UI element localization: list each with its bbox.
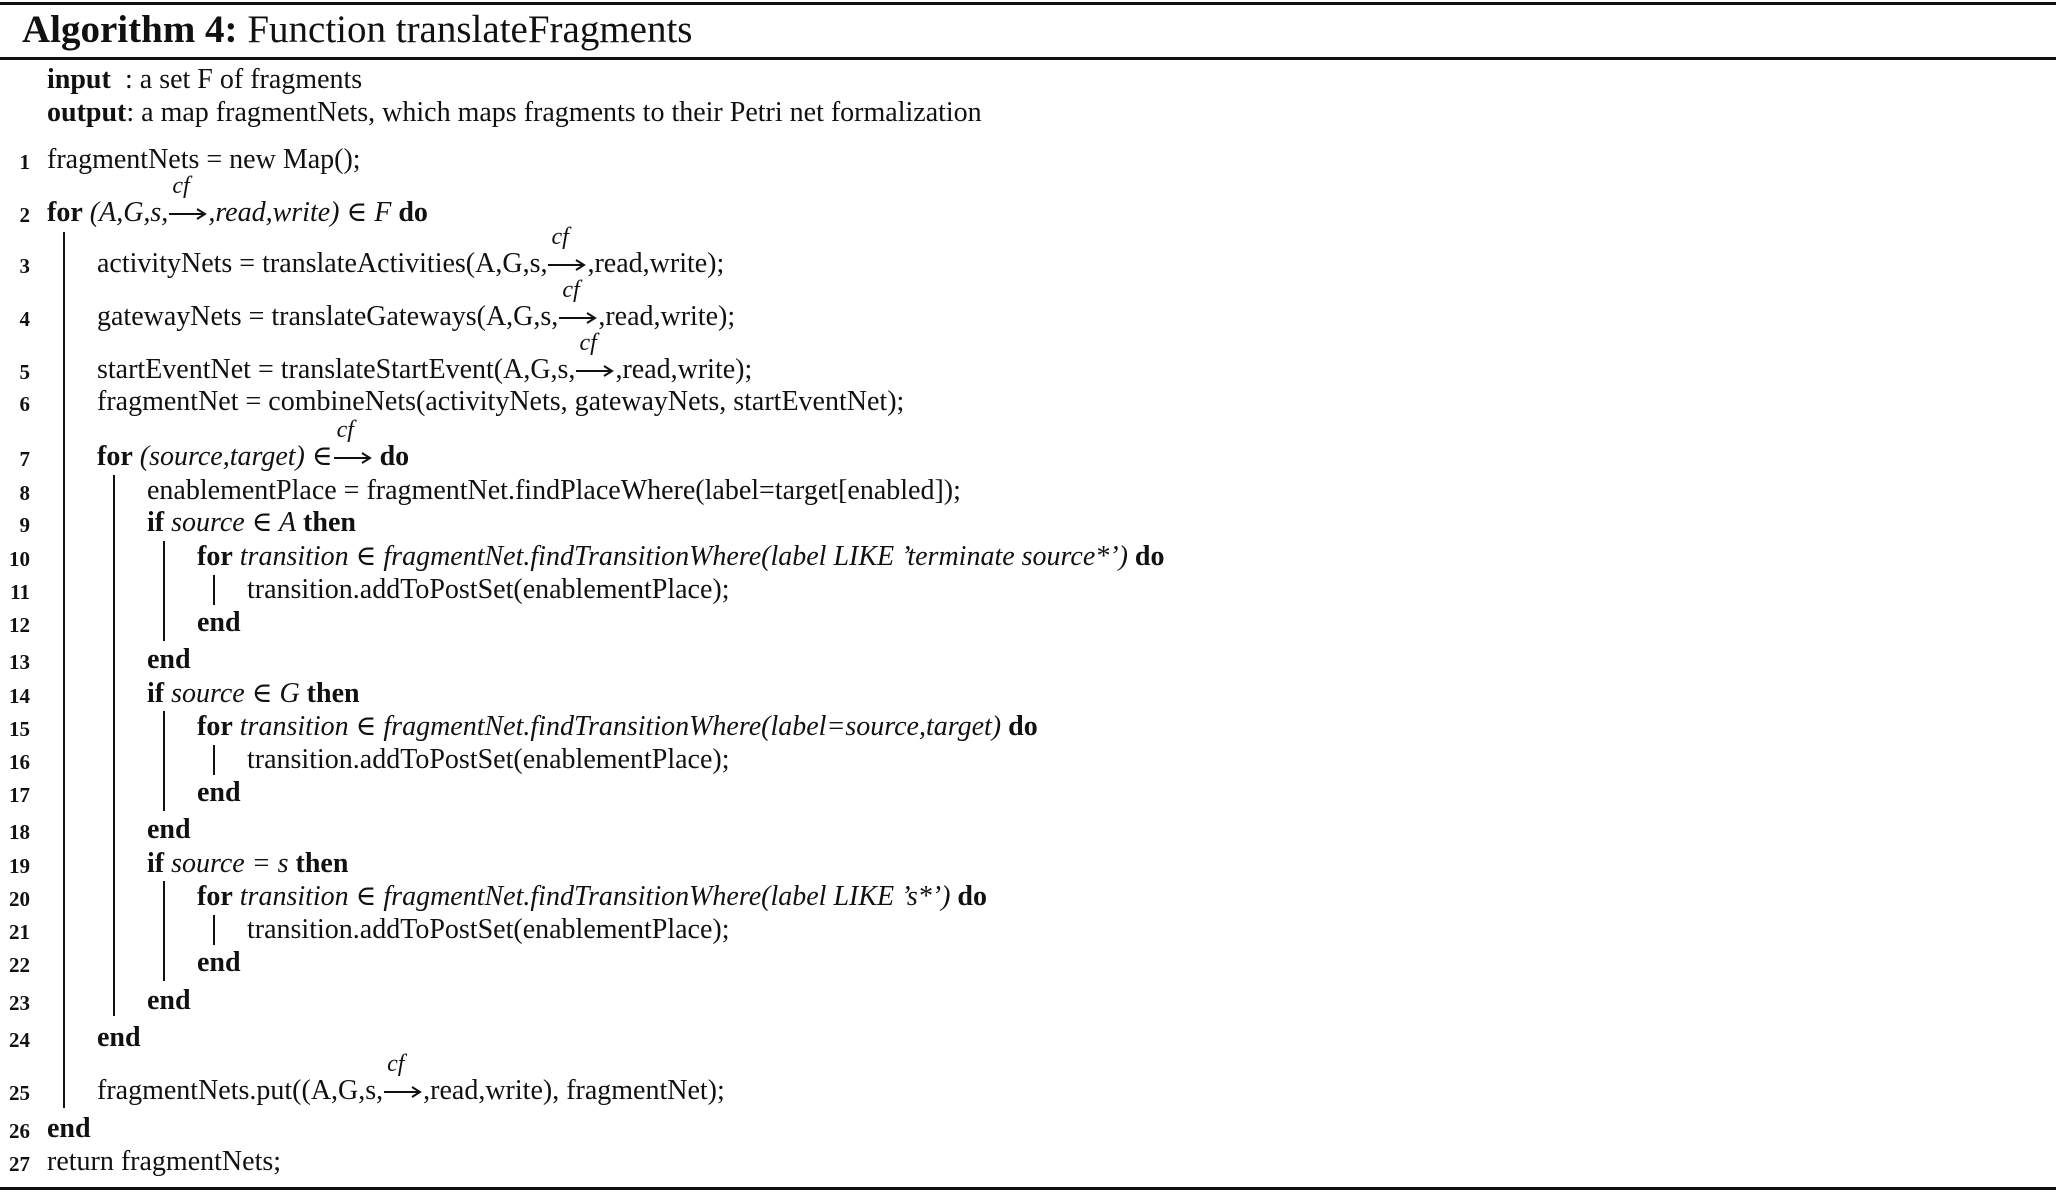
cf-label: cf: [579, 330, 597, 356]
line-number: 11: [10, 580, 30, 604]
line-number: 21: [9, 920, 30, 944]
loop-condition: transition ∈ fragmentNet.findTransitionWhere(label LIKE ’s*’): [239, 881, 951, 912]
line-number: 18: [9, 820, 30, 844]
line-number: 8: [19, 481, 30, 505]
line-number: 7: [19, 447, 30, 471]
keyword-if: if: [147, 678, 165, 709]
line-number: 5: [19, 360, 30, 384]
keyword-end: end: [47, 1113, 91, 1144]
output-text: : a map fragmentNets, which maps fragments to their Petri net formalization: [126, 97, 982, 128]
code-line-14: [0, 677, 2056, 711]
line-number: 3: [19, 254, 30, 278]
code-line-13: [0, 643, 2056, 677]
cf-label: cf: [172, 173, 190, 199]
code-text: [47, 1112, 91, 1146]
code-line-9: [0, 506, 2056, 540]
output-label: output: [47, 97, 127, 128]
keyword-then: then: [306, 678, 360, 709]
loop-head-start: (A,G,s,: [89, 197, 169, 228]
cf-label: cf: [551, 224, 569, 250]
bottom-rule: [0, 1187, 2056, 1190]
cf-arrow-icon: [575, 330, 615, 387]
keyword-then: then: [303, 507, 356, 538]
code-line-22: [0, 946, 2056, 980]
code-line-17: [0, 776, 2056, 810]
input-text: : a set F of fragments: [125, 64, 363, 95]
condition: source ∈ G: [171, 678, 300, 709]
keyword-end: end: [97, 1022, 141, 1053]
call-end: ,read,write);: [615, 354, 753, 385]
input-spec: [47, 64, 362, 96]
code-line-11: [0, 573, 2056, 607]
code-line-19: [0, 847, 2056, 881]
code-line-16: [0, 743, 2056, 777]
cf-arrow-icon: [168, 173, 208, 230]
cf-arrow-icon: [383, 1051, 423, 1108]
code-line-23: [0, 984, 2056, 1018]
line-number: 14: [9, 684, 30, 708]
cf-arrow-icon: [558, 277, 598, 334]
cf-label: cf: [562, 277, 580, 303]
code-text: [147, 643, 191, 677]
cf-arrow-icon: [333, 417, 373, 474]
loop-condition: transition ∈ fragmentNet.findTransitionWhere(label LIKE ’terminate source*’): [239, 541, 1128, 572]
indent-bar-if-a: [163, 541, 165, 641]
keyword-do: do: [379, 441, 410, 472]
indent-tick-for-s: [213, 915, 215, 945]
code-line-1: [0, 143, 2056, 177]
call-end: ,read,write);: [598, 301, 736, 332]
keyword-then: then: [295, 848, 349, 879]
line-number: 27: [9, 1152, 30, 1176]
input-label: input: [47, 64, 111, 95]
code-text: [97, 330, 753, 387]
indent-bar-inner-for: [113, 475, 115, 1016]
keyword-end: end: [197, 607, 241, 638]
code-text: enablementPlace = fragmentNet.findPlaceWhere(label=target[enabled]);: [147, 475, 961, 506]
line-number: 19: [9, 854, 30, 878]
code-line-4: [0, 277, 2056, 334]
code-text: [197, 946, 241, 980]
line-number: 17: [9, 783, 30, 807]
keyword-for: for: [197, 711, 233, 742]
code-text: [97, 1051, 725, 1108]
code-text: [197, 710, 1038, 744]
call-start: fragmentNets.put((A,G,s,: [97, 1075, 384, 1106]
code-line-24: [0, 1021, 2056, 1055]
keyword-if: if: [147, 507, 165, 538]
line-number: 15: [9, 717, 30, 741]
code-line-12: [0, 606, 2056, 640]
keyword-for: for: [197, 881, 233, 912]
line-number: 2: [19, 203, 30, 227]
algorithm-header: [22, 4, 692, 56]
line-number: 25: [9, 1081, 30, 1105]
keyword-for: for: [97, 441, 133, 472]
line-number: 4: [19, 307, 30, 331]
code-text: [97, 1021, 141, 1055]
code-text: return fragmentNets;: [47, 1146, 282, 1177]
code-text: [97, 277, 736, 334]
line-number: 6: [19, 392, 30, 416]
algorithm-label: Algorithm 4:: [22, 8, 238, 51]
keyword-end: end: [197, 947, 241, 978]
cf-label: cf: [387, 1051, 405, 1077]
code-text: [197, 606, 241, 640]
line-number: 16: [9, 750, 30, 774]
keyword-do: do: [957, 881, 987, 912]
code-line-15: [0, 710, 2056, 744]
keyword-do: do: [1134, 541, 1165, 572]
code-line-3: [0, 224, 2056, 281]
line-number: 23: [9, 991, 30, 1015]
keyword-end: end: [197, 777, 241, 808]
keyword-end: end: [147, 814, 191, 845]
code-text: [147, 677, 360, 711]
line-number: 12: [9, 613, 30, 637]
condition: source ∈ A: [171, 507, 297, 538]
code-text: [197, 880, 987, 914]
indent-bar-if-g: [163, 711, 165, 811]
code-text: [197, 776, 241, 810]
code-text: [97, 224, 725, 281]
call-start: startEventNet = translateStartEvent(A,G,s,: [97, 354, 576, 385]
line-number: 20: [9, 887, 30, 911]
keyword-for: for: [47, 197, 83, 228]
line-number: 22: [9, 953, 30, 977]
call-end: ,read,write), fragmentNet);: [423, 1075, 725, 1106]
code-line-18: [0, 813, 2056, 847]
code-line-21: [0, 913, 2056, 947]
line-number: 26: [9, 1119, 30, 1143]
keyword-do: do: [1008, 711, 1038, 742]
code-line-8: [0, 474, 2056, 508]
code-line-7: [0, 417, 2056, 474]
code-text: transition.addToPostSet(enablementPlace);: [247, 744, 730, 775]
indent-tick-for-g: [213, 745, 215, 775]
code-line-2: [0, 173, 2056, 230]
loop-head-end: ,read,write) ∈ F: [208, 197, 392, 228]
code-text: [147, 506, 356, 540]
indent-tick-for-a: [213, 575, 215, 605]
algorithm-title: Function translateFragments: [247, 8, 693, 51]
code-line-26: [0, 1112, 2056, 1146]
cf-arrow-icon: [547, 224, 587, 281]
loop-condition: transition ∈ fragmentNet.findTransitionWhere(label=source,target): [239, 711, 1002, 742]
header-rule: [0, 57, 2056, 60]
code-line-5: [0, 330, 2056, 387]
output-spec: [47, 97, 982, 129]
code-line-25: [0, 1051, 2056, 1108]
keyword-for: for: [197, 541, 233, 572]
code-text: transition.addToPostSet(enablementPlace);: [247, 574, 730, 605]
line-number: 9: [19, 513, 30, 537]
code-text: fragmentNets = new Map();: [47, 144, 361, 175]
code-text: [197, 540, 1165, 574]
line-number: 10: [9, 547, 30, 571]
loop-head: (source,target) ∈: [139, 441, 333, 472]
code-text: transition.addToPostSet(enablementPlace);: [247, 914, 730, 945]
code-line-27: [0, 1145, 2056, 1179]
keyword-end: end: [147, 644, 191, 675]
keyword-do: do: [398, 197, 428, 228]
keyword-end: end: [147, 985, 191, 1016]
code-text: [97, 417, 410, 474]
call-end: ,read,write);: [587, 248, 725, 279]
code-text: [147, 813, 191, 847]
code-line-6: [0, 385, 2056, 419]
indent-bar-if-s: [163, 881, 165, 981]
code-line-10: [0, 540, 2056, 574]
line-number: 13: [9, 650, 30, 674]
code-text: [47, 173, 428, 230]
code-line-20: [0, 880, 2056, 914]
code-text: [147, 847, 348, 881]
condition: source = s: [171, 848, 289, 879]
indent-bar-outer-for: [63, 232, 65, 1108]
call-start: activityNets = translateActivities(A,G,s,: [97, 248, 548, 279]
cf-label: cf: [336, 417, 354, 443]
code-text: [147, 984, 191, 1018]
code-text: fragmentNet = combineNets(activityNets, gatewayNets, startEventNet);: [97, 386, 905, 417]
line-number: 1: [19, 150, 30, 174]
call-start: gatewayNets = translateGateways(A,G,s,: [97, 301, 559, 332]
line-number: 24: [9, 1028, 30, 1052]
keyword-if: if: [147, 848, 165, 879]
